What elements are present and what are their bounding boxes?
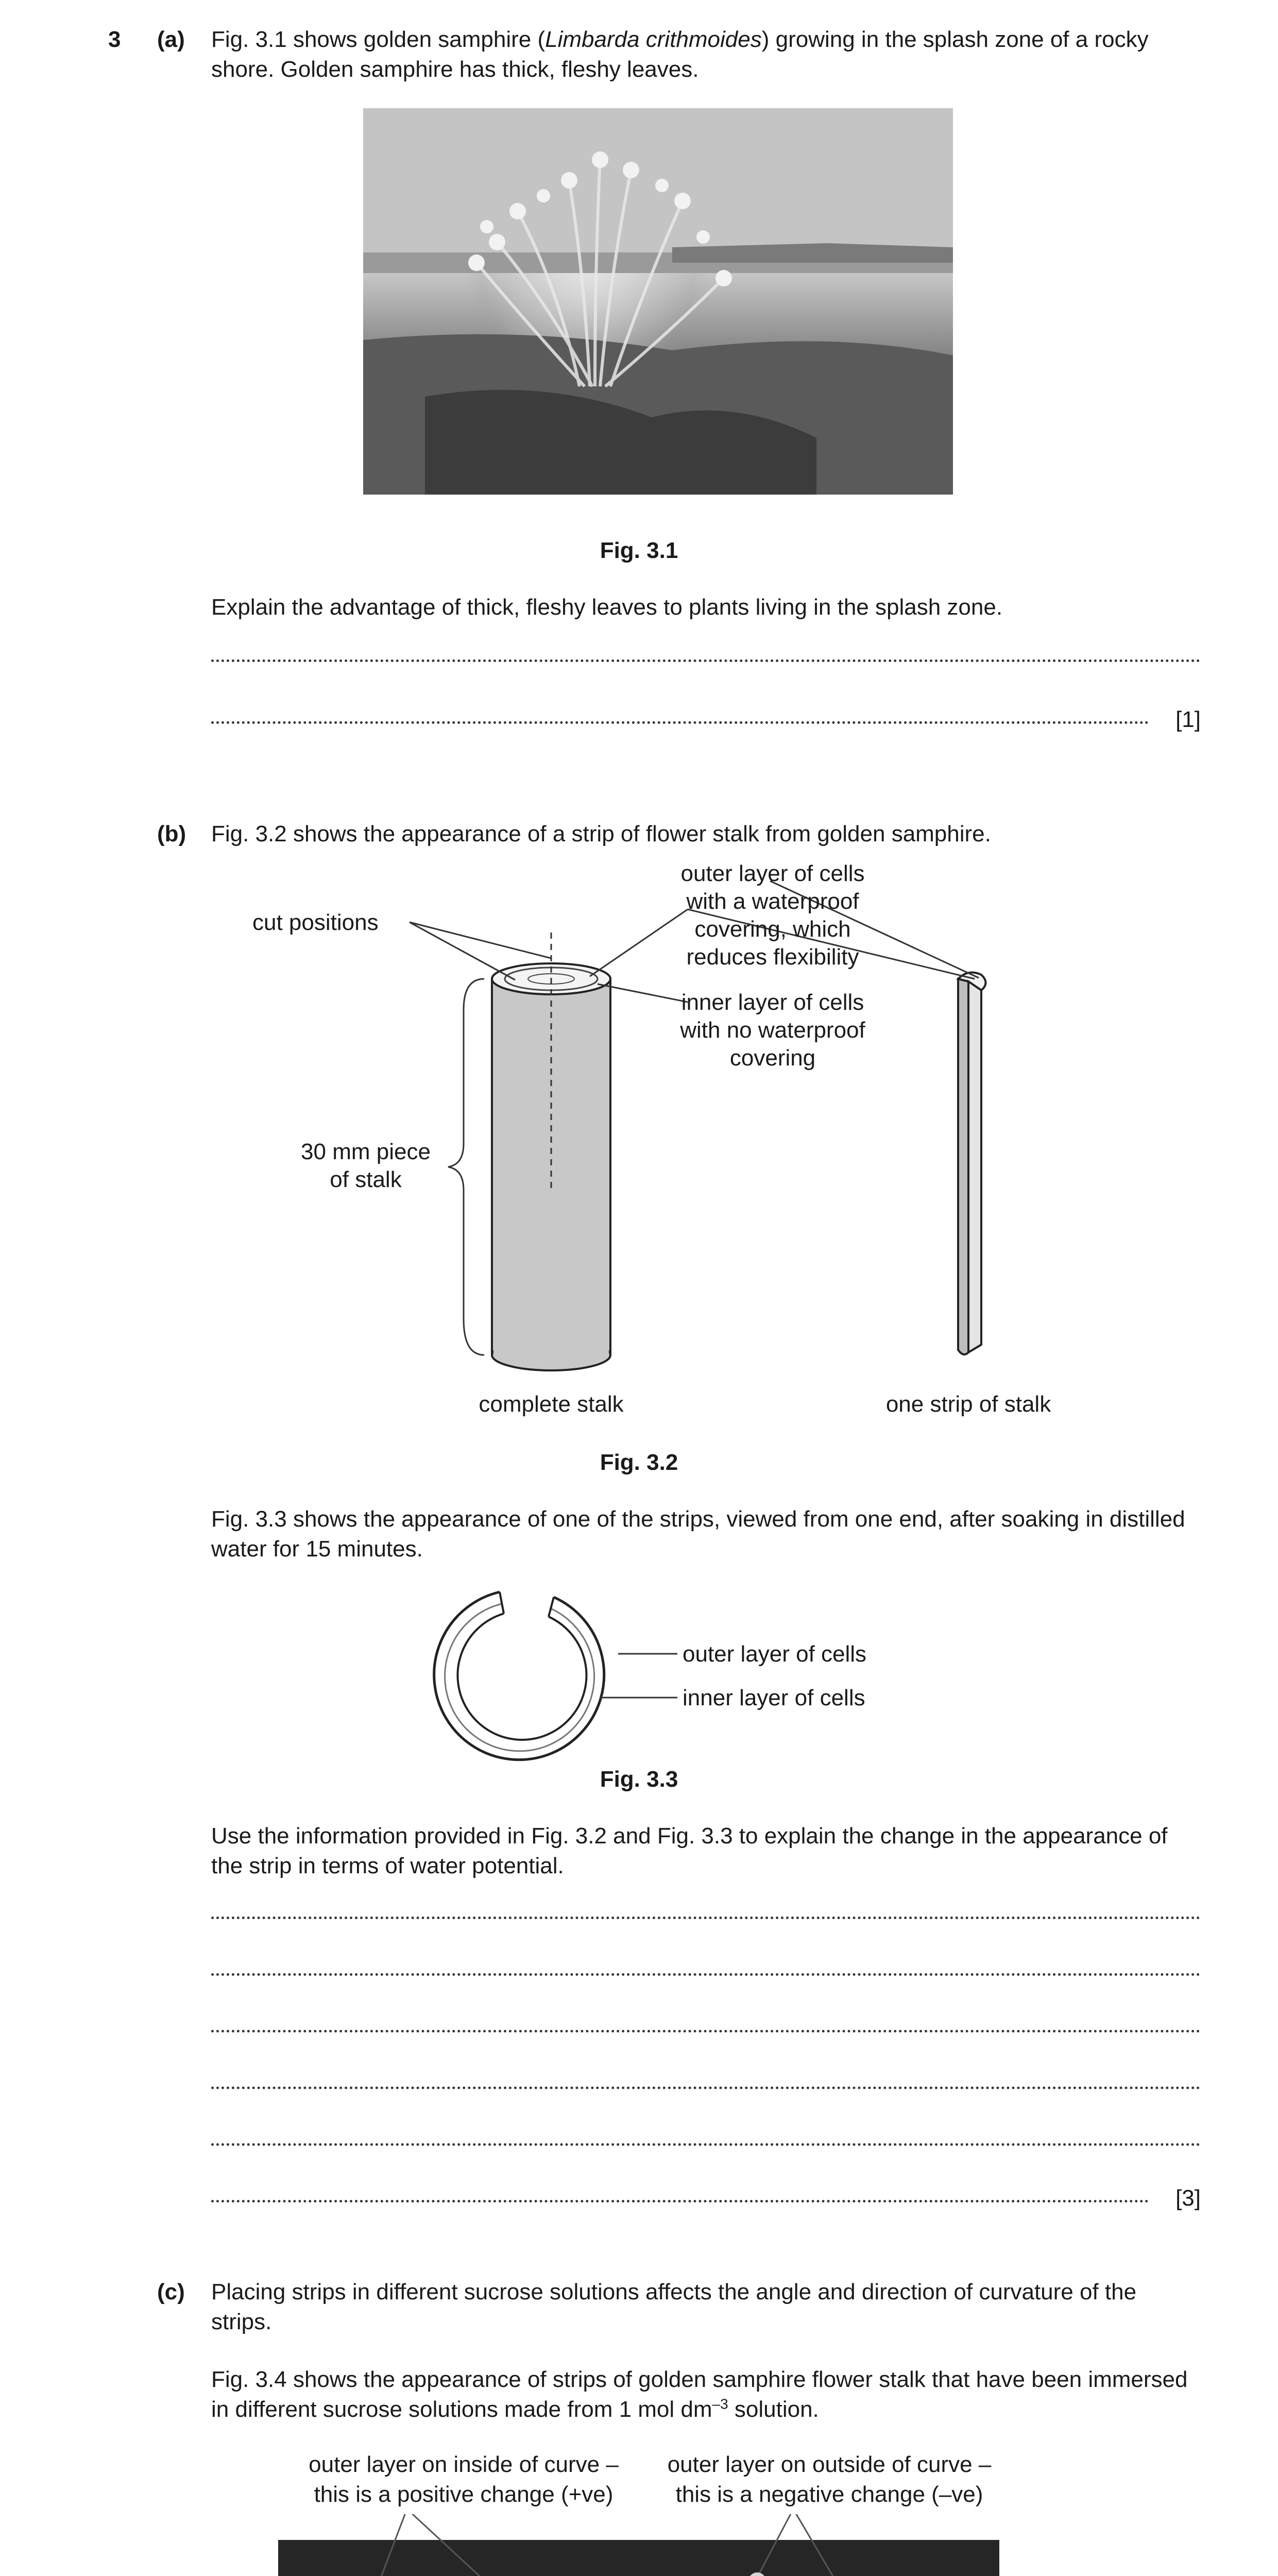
answer-line[interactable]: [211, 659, 1200, 662]
part-a-label: (a): [157, 27, 185, 52]
label-outer-layer: with a waterproof: [686, 889, 859, 914]
fig-3-1-caption: Fig. 3.1: [600, 538, 678, 563]
part-a-question: Explain the advantage of thick, fleshy leaves to plants living in the splash zone.: [211, 595, 1003, 620]
fig-3-3-caption: Fig. 3.3: [600, 1767, 678, 1792]
fig-3-4-intro-post: solution.: [728, 2397, 819, 2422]
part-a-intro: [211, 25, 1200, 84]
samphire-photo-illustration: [363, 108, 953, 495]
answer-line[interactable]: [211, 2087, 1200, 2089]
label-outer-layer: outer layer of cells: [680, 861, 865, 886]
fig-3-3-intro: Fig. 3.3 shows the appearance of one of the strips, viewed from one end, after soaking in distilled water for 15 minutes.: [211, 1506, 1185, 1562]
part-b-question: Use the information provided in Fig. 3.2 and Fig. 3.3 to explain the change in the appearance of the strip in terms of water potential.: [211, 1823, 1168, 1879]
label-negative-change: [644, 2450, 1015, 2510]
part-c-intro: Placing strips in different sucrose solutions affects the angle and direction of curvature of the strips.: [211, 2279, 1137, 2335]
label-positive-line-1: outer layer on inside of curve –: [309, 2452, 619, 2477]
answer-line[interactable]: [211, 2143, 1200, 2146]
strip-of-stalk-drawing: [958, 973, 986, 1355]
label-outer-layer: reduces flexibility: [686, 944, 859, 970]
fig-3-4-intro: [211, 2365, 1200, 2425]
curled-strip-drawing: [434, 1592, 604, 1760]
label-cut-positions: cut positions: [252, 910, 379, 935]
fig-3-2-diagram: [206, 855, 1133, 1437]
answer-line[interactable]: [211, 721, 1149, 724]
fig-3-2-caption: Fig. 3.2: [600, 1450, 678, 1475]
complete-stalk-drawing: [492, 933, 610, 1370]
label-of-stalk: of stalk: [330, 1167, 402, 1192]
part-a-intro-pre: Fig. 3.1 shows golden samphire (: [211, 27, 546, 52]
species-name: Limbarda crithmoides: [545, 27, 762, 52]
part-a-marks: [1]: [1175, 707, 1201, 732]
label-negative-line-2: this is a negative change (–ve): [675, 2482, 983, 2507]
part-b-intro: Fig. 3.2 shows the appearance of a strip of flower stalk from golden samphire.: [211, 821, 991, 846]
answer-line[interactable]: [211, 2030, 1200, 2032]
label-outer-layer-of-cells: outer layer of cells: [683, 1641, 867, 1667]
answer-line[interactable]: [211, 1973, 1200, 1976]
label-inner-layer: with no waterproof: [680, 1018, 865, 1043]
part-a-intro-post: ) growing in the splash zone of a rocky shore. Golden samphire has thick, fleshy leaves.: [211, 27, 1149, 82]
label-complete-stalk: complete stalk: [479, 1392, 624, 1417]
label-inner-layer: inner layer of cells: [681, 990, 864, 1015]
part-b-label: (b): [157, 821, 186, 846]
label-inner-layer: covering: [729, 1045, 816, 1071]
label-one-strip: one strip of stalk: [885, 1392, 1051, 1417]
label-positive-change: [278, 2450, 649, 2510]
part-c-label: (c): [157, 2279, 185, 2304]
golden-samphire-photo: [363, 108, 953, 495]
label-positive-line-2: this is a positive change (+ve): [314, 2482, 614, 2507]
fig-3-4-intro-sup: –3: [712, 2396, 728, 2412]
fig-3-4-intro-pre: Fig. 3.4 shows the appearance of strips of golden samphire flower stalk that have been immersed in different sucrose solutions made from 1 mol dm: [211, 2367, 1188, 2422]
label-negative-line-1: outer layer on outside of curve –: [667, 2452, 992, 2477]
fig-3-3-diagram: [402, 1577, 968, 1762]
question-number: 3: [108, 27, 121, 52]
label-inner-layer-of-cells: inner layer of cells: [683, 1685, 865, 1710]
part-b-marks: [3]: [1175, 2185, 1201, 2211]
answer-line[interactable]: [211, 1917, 1200, 1919]
fig-3-4-photo: [278, 2514, 999, 2576]
label-30mm-piece: 30 mm piece: [301, 1139, 431, 1164]
answer-line[interactable]: [211, 2200, 1149, 2202]
label-outer-layer: covering, which: [694, 917, 851, 942]
